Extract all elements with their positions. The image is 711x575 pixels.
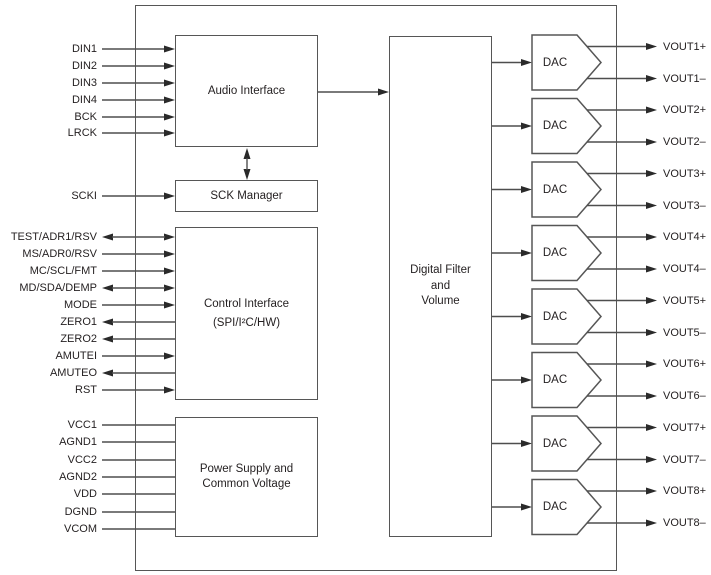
block-digital-filter-volume [389,36,492,537]
arrowhead [164,97,175,104]
arrowhead [164,302,175,309]
dac-label-7: DAC [542,437,568,450]
arrowhead [521,440,532,447]
pin-label-dgnd: DGND [64,506,97,518]
arrowhead [646,329,657,336]
arrowhead [102,370,113,377]
pin-label-lrck: LRCK [67,127,97,139]
arrowhead [646,107,657,114]
arrowhead [244,148,251,159]
arrowhead [164,353,175,360]
arrowhead [102,336,113,343]
output-label-vout6-: VOUT6– [663,390,706,402]
dac-label-8: DAC [542,501,568,513]
arrowhead [521,504,532,511]
pin-label-zero1: ZERO1 [60,316,97,328]
pin-label-agnd2: AGND2 [59,471,97,483]
arrowhead [521,186,532,193]
arrowhead [164,251,175,258]
block-power-supply-label-line2: Common Voltage [202,478,291,490]
dac-label-1: DAC [542,56,568,69]
pin-label-mc-scl-fmt: MC/SCL/FMT [29,265,97,277]
block-digital-filter-label-line3: Volume [421,295,460,308]
arrowhead [646,520,657,527]
arrowhead [164,130,175,137]
arrowhead [164,63,175,70]
output-label-vout8-: VOUT8– [663,517,706,529]
arrowhead [378,89,389,96]
arrowhead [646,297,657,304]
output-label-vout4-: VOUT4+ [663,231,707,243]
output-label-vout3-: VOUT3– [663,199,706,212]
output-label-vout7-: VOUT7– [663,453,706,466]
arrowhead [521,59,532,66]
pin-label-ms-adr0-rsv: MS/ADR0/RSV [22,248,97,260]
output-label-vout1-: VOUT1+ [663,40,707,53]
pin-label-md-sda-demp: MD/SDA/DEMP [19,282,97,294]
arrowhead [521,377,532,384]
arrowhead [164,268,175,275]
arrowhead [164,114,175,121]
arrowhead [102,234,113,241]
arrowhead [646,488,657,495]
output-label-vout2-: VOUT2+ [663,104,707,116]
arrowhead [164,234,175,241]
block-control-interface-label-line1: Control Interface [203,297,289,310]
arrowhead [521,123,532,130]
pin-label-din1: DIN1 [71,43,97,55]
pin-label-test-adr1-rsv: TEST/ADR1/RSV [10,231,97,243]
block-control-interface [175,227,318,400]
pin-label-din4: DIN4 [71,94,97,106]
dac-label-2: DAC [542,120,568,132]
arrowhead [102,285,113,292]
arrowhead [646,393,657,400]
block-audio-interface-label: Audio Interface [207,85,286,97]
block-power-supply [175,417,318,537]
output-label-vout6-: VOUT6+ [663,358,707,370]
block-control-interface-label-line2: (SPI/I²C/HW) [212,316,281,329]
output-label-vout2-: VOUT2– [663,136,706,148]
arrowhead [646,266,657,273]
dac-label-4: DAC [542,247,568,259]
arrowhead [244,169,251,180]
block-digital-filter-label-line1: Digital Filter [410,264,471,277]
pin-label-rst: RST [75,384,97,396]
pin-label-scki: SCKI [71,190,97,202]
arrowhead [646,456,657,463]
pin-label-amutei: AMUTEI [55,350,97,362]
arrowhead [102,319,113,326]
pin-label-vdd: VDD [73,488,97,500]
pin-label-vcc2: VCC2 [67,454,97,466]
pin-label-din2: DIN2 [71,60,97,72]
arrowhead [164,46,175,53]
arrowhead [521,313,532,320]
arrowhead [646,75,657,82]
pin-label-vcc1: VCC1 [67,419,97,431]
pin-label-amuteo: AMUTEO [49,367,97,379]
dac-label-5: DAC [542,310,568,323]
block-power-supply-label-line1: Power Supply and [199,463,294,475]
arrowhead [646,170,657,177]
output-label-vout8-: VOUT8+ [663,485,707,497]
output-label-vout5-: VOUT5– [663,326,706,339]
arrowhead [646,424,657,431]
output-label-vout4-: VOUT4– [663,263,706,275]
arrowhead [646,202,657,209]
arrowhead [646,43,657,50]
pin-label-din3: DIN3 [71,77,97,89]
block-audio-interface [175,35,318,147]
block-sck-manager [175,180,318,212]
arrowhead [646,361,657,368]
dac-label-3: DAC [542,183,568,196]
pin-label-bck: BCK [74,111,97,123]
output-label-vout5-: VOUT5+ [663,294,707,307]
arrowhead [164,80,175,87]
output-label-vout1-: VOUT1– [663,72,706,85]
pin-label-agnd1: AGND1 [59,436,97,448]
output-label-vout7-: VOUT7+ [663,421,707,434]
arrowhead [164,285,175,292]
pin-label-zero2: ZERO2 [60,333,97,345]
pin-label-vcom: VCOM [64,523,97,535]
output-label-vout3-: VOUT3+ [663,167,707,180]
dac-label-6: DAC [542,374,568,386]
block-digital-filter-label-line2: and [430,279,451,292]
arrowhead [646,234,657,241]
arrowhead [521,250,532,257]
arrowhead [164,387,175,394]
arrowhead [164,193,175,200]
arrowhead [646,139,657,146]
pin-label-mode: MODE [64,299,97,311]
block-sck-manager-label: SCK Manager [210,190,283,202]
